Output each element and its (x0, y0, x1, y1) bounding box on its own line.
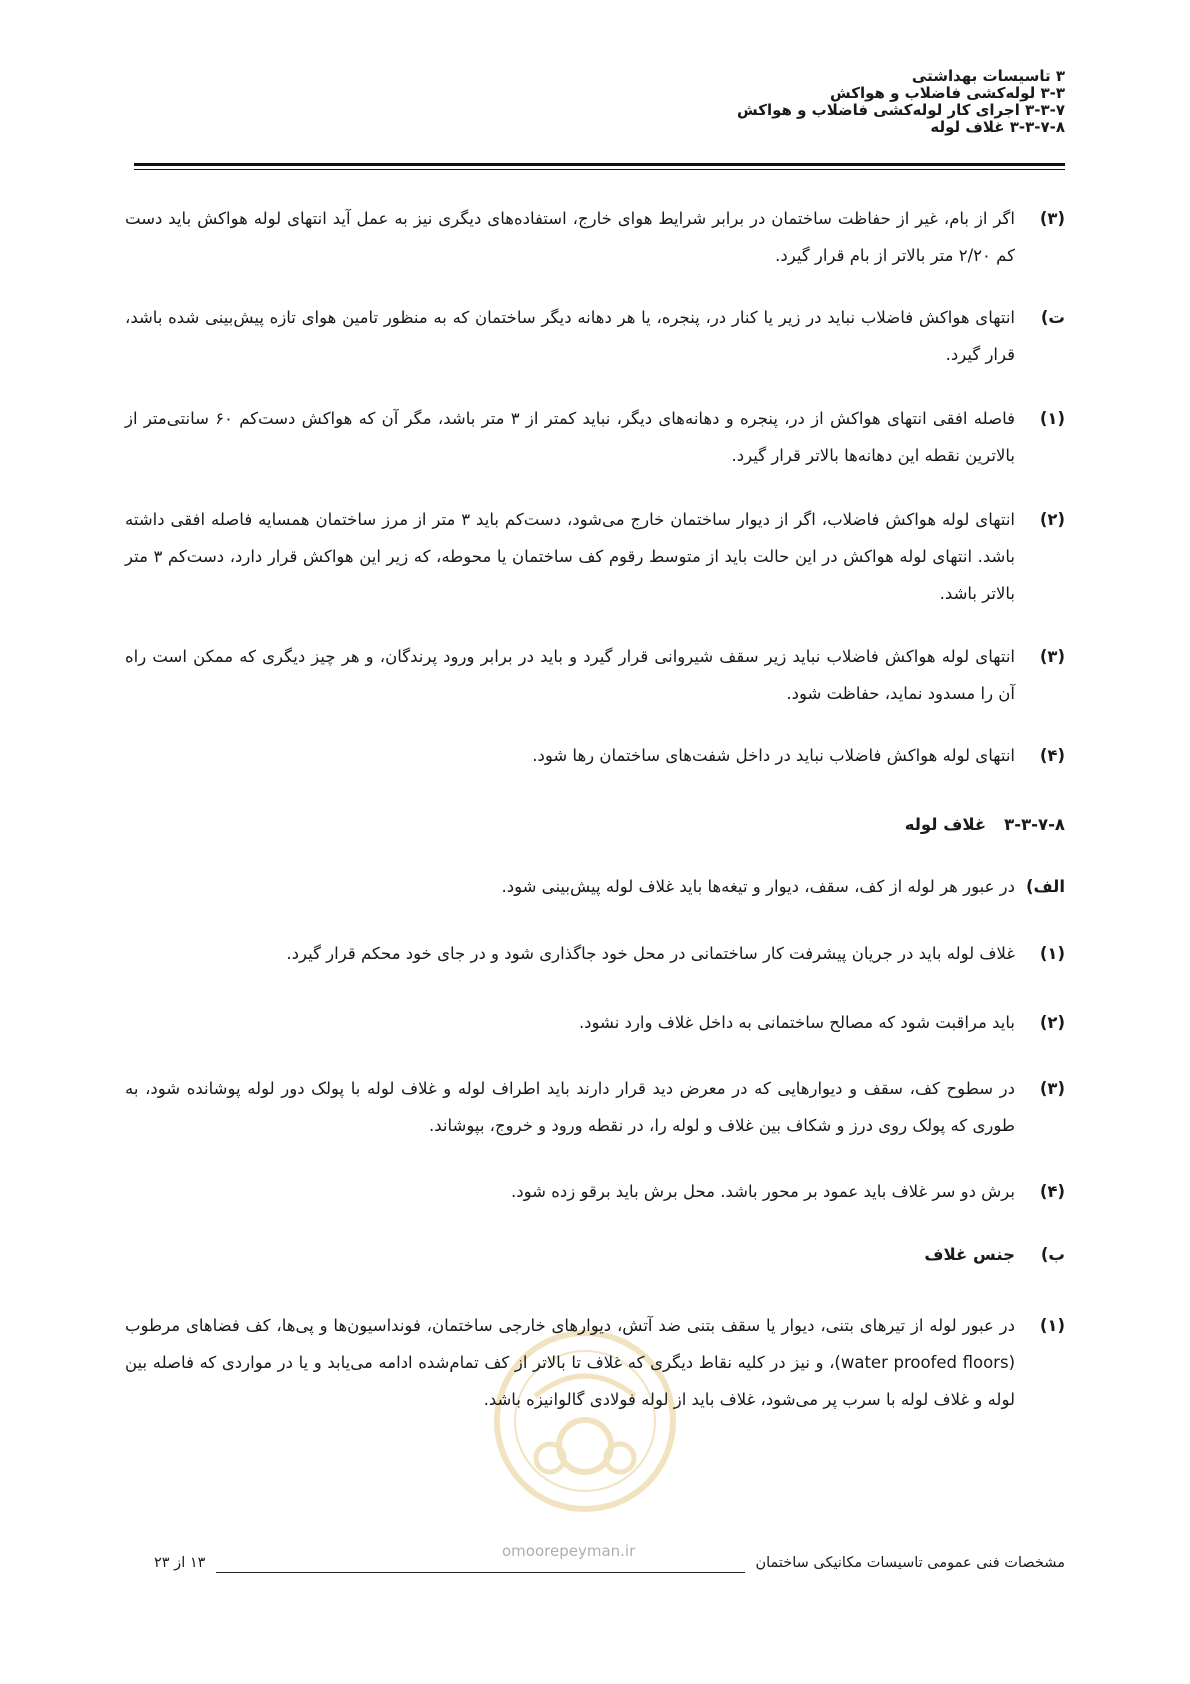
item-marker: (۱) (1039, 944, 1065, 963)
item-marker: (۳) (1039, 1079, 1065, 1098)
list-item (125, 1307, 1065, 1418)
footer-title: مشخصات فنی عمومی تاسیسات مکانیکی ساختمان (755, 1555, 1065, 1571)
item-text: در عبور هر لوله از کف، سقف، دیوار و تیغه‌ها باید غلاف لوله پیش‌بینی شود. (501, 877, 1015, 896)
list-item (125, 868, 1065, 905)
header-rule-thick (134, 163, 1065, 166)
item-marker: ت) (1040, 308, 1065, 327)
item-text: اگر از بام، غیر از حفاظت ساختمان در برابر شرایط هوای خارج، استفاده‌های دیگری نیز به عمل آید انتهای لوله هواکش باید دست کم ۲/۲۰ متر بالاتر از بام قرار گیرد. (125, 209, 1015, 265)
section-number: ۳-۳-۷-۸ (1004, 815, 1065, 834)
watermark-site: omoorepeyman.ir (502, 1542, 636, 1560)
item-text: انتهای لوله هواکش فاضلاب نباید در داخل شفت‌های ساختمان رها شود. (532, 746, 1015, 765)
list-item (125, 1004, 1065, 1041)
page-number: ۱۳ از ۲۳ (154, 1555, 206, 1571)
item-marker: (۱) (1039, 409, 1065, 428)
item-text: باید مراقبت شود که مصالح ساختمانی به داخل غلاف وارد نشود. (578, 1013, 1015, 1032)
item-text: انتهای هواکش فاضلاب نباید در زیر یا کنار در، پنجره، یا هر دهانه دیگر ساختمان که به منظور تامین هوای تازه پیش‌بینی شده باشد، قرار گیرد. (125, 308, 1015, 364)
item-marker: (۱) (1039, 1316, 1065, 1335)
header-chapter: ۳ تاسیسات بهداشتی (911, 67, 1065, 85)
item-marker: (۳) (1039, 209, 1065, 228)
item-text: انتهای لوله هواکش فاضلاب نباید زیر سقف شیروانی قرار گیرد و باید در برابر ورود پرندگان، و هر چیز دیگری که ممکن است راه آن را مسدود نماید، حفاظت شود. (125, 647, 1015, 703)
header-subsection: ۳-۳-۷ اجرای کار لوله‌کشی فاضلاب و هواکش (737, 101, 1065, 119)
item-text: غلاف لوله باید در جریان پیشرفت کار ساختمانی در محل خود جاگذاری شود و در جای خود محکم قرار گیرد. (286, 944, 1015, 963)
item-marker: (۴) (1039, 746, 1065, 765)
list-item (125, 737, 1065, 774)
item-marker: (۲) (1039, 1013, 1065, 1032)
page-footer (134, 1555, 1065, 1585)
list-item (125, 1070, 1065, 1144)
item-marker: (۲) (1039, 510, 1065, 529)
header-subsubsection: ۳-۳-۷-۸ غلاف لوله (930, 118, 1065, 136)
header-rule-thin (134, 169, 1065, 170)
item-text: انتهای لوله هواکش فاضلاب، اگر از دیوار ساختمان خارج می‌شود، دست‌کم باید ۳ متر از مرز ساختمان همسایه فاصله افقی داشته باشد. انتهای لوله هواکش در این حالت باید از متوسط رقوم کف ساختمان یا محوطه، که زیر این هواکش قرار دارد، دست‌کم ۳ متر بالاتر باشد. (125, 510, 1015, 603)
section-title: غلاف لوله (904, 815, 987, 834)
item-marker: الف) (1025, 877, 1065, 896)
list-item (125, 299, 1065, 373)
subsection-heading (924, 1240, 1065, 1270)
list-item (125, 1173, 1065, 1210)
footer-rule (216, 1572, 745, 1573)
list-item (125, 935, 1065, 972)
list-item (125, 638, 1065, 712)
section-heading (905, 810, 1065, 840)
list-item (125, 501, 1065, 612)
list-item (125, 200, 1065, 274)
list-item (125, 400, 1065, 474)
subsection-title: جنس غلاف (924, 1245, 1015, 1264)
item-text: در عبور لوله از تیرهای بتنی، دیوار یا سقف بتنی ضد آتش، دیوارهای خارجی ساختمان، فونداسیون‌ها و پی‌ها، کف فضاهای مرطوب (water proofed floors)، و نیز در کلیه نقاط دیگری که غلاف تا بالاتر از کف تمام‌شده ادامه می‌یابد و یا در مواردی که فاصله بین لوله و غلاف لوله با سرب پر می‌شود، غلاف باید از لوله فولادی گالوانیزه باشد. (125, 1316, 1015, 1409)
running-header (125, 68, 1065, 136)
item-text: در سطوح کف، سقف و دیوارهایی که در معرض دید قرار دارند باید اطراف لوله و غلاف لوله با پولک دور لوله پوشانده شود، به طوری که پولک روی درز و شکاف بین غلاف و لوله را، در نقطه ورود و خروج، بپوشاند. (125, 1079, 1015, 1135)
item-text: برش دو سر غلاف باید عمود بر محور باشد. محل برش باید برقو زده شود. (511, 1182, 1015, 1201)
subsection-marker: ب) (1040, 1245, 1065, 1264)
header-section: ۳-۳ لوله‌کشی فاضلاب و هواکش (830, 84, 1065, 102)
item-marker: (۴) (1039, 1182, 1065, 1201)
item-marker: (۳) (1039, 647, 1065, 666)
item-text: فاصله افقی انتهای هواکش از در، پنجره و دهانه‌های دیگر، نباید کمتر از ۳ متر باشد، مگر آن که هواکش دست‌کم ۶۰ سانتی‌متر از بالاترین نقطه این دهانه‌ها بالاتر قرار گیرد. (125, 409, 1015, 465)
